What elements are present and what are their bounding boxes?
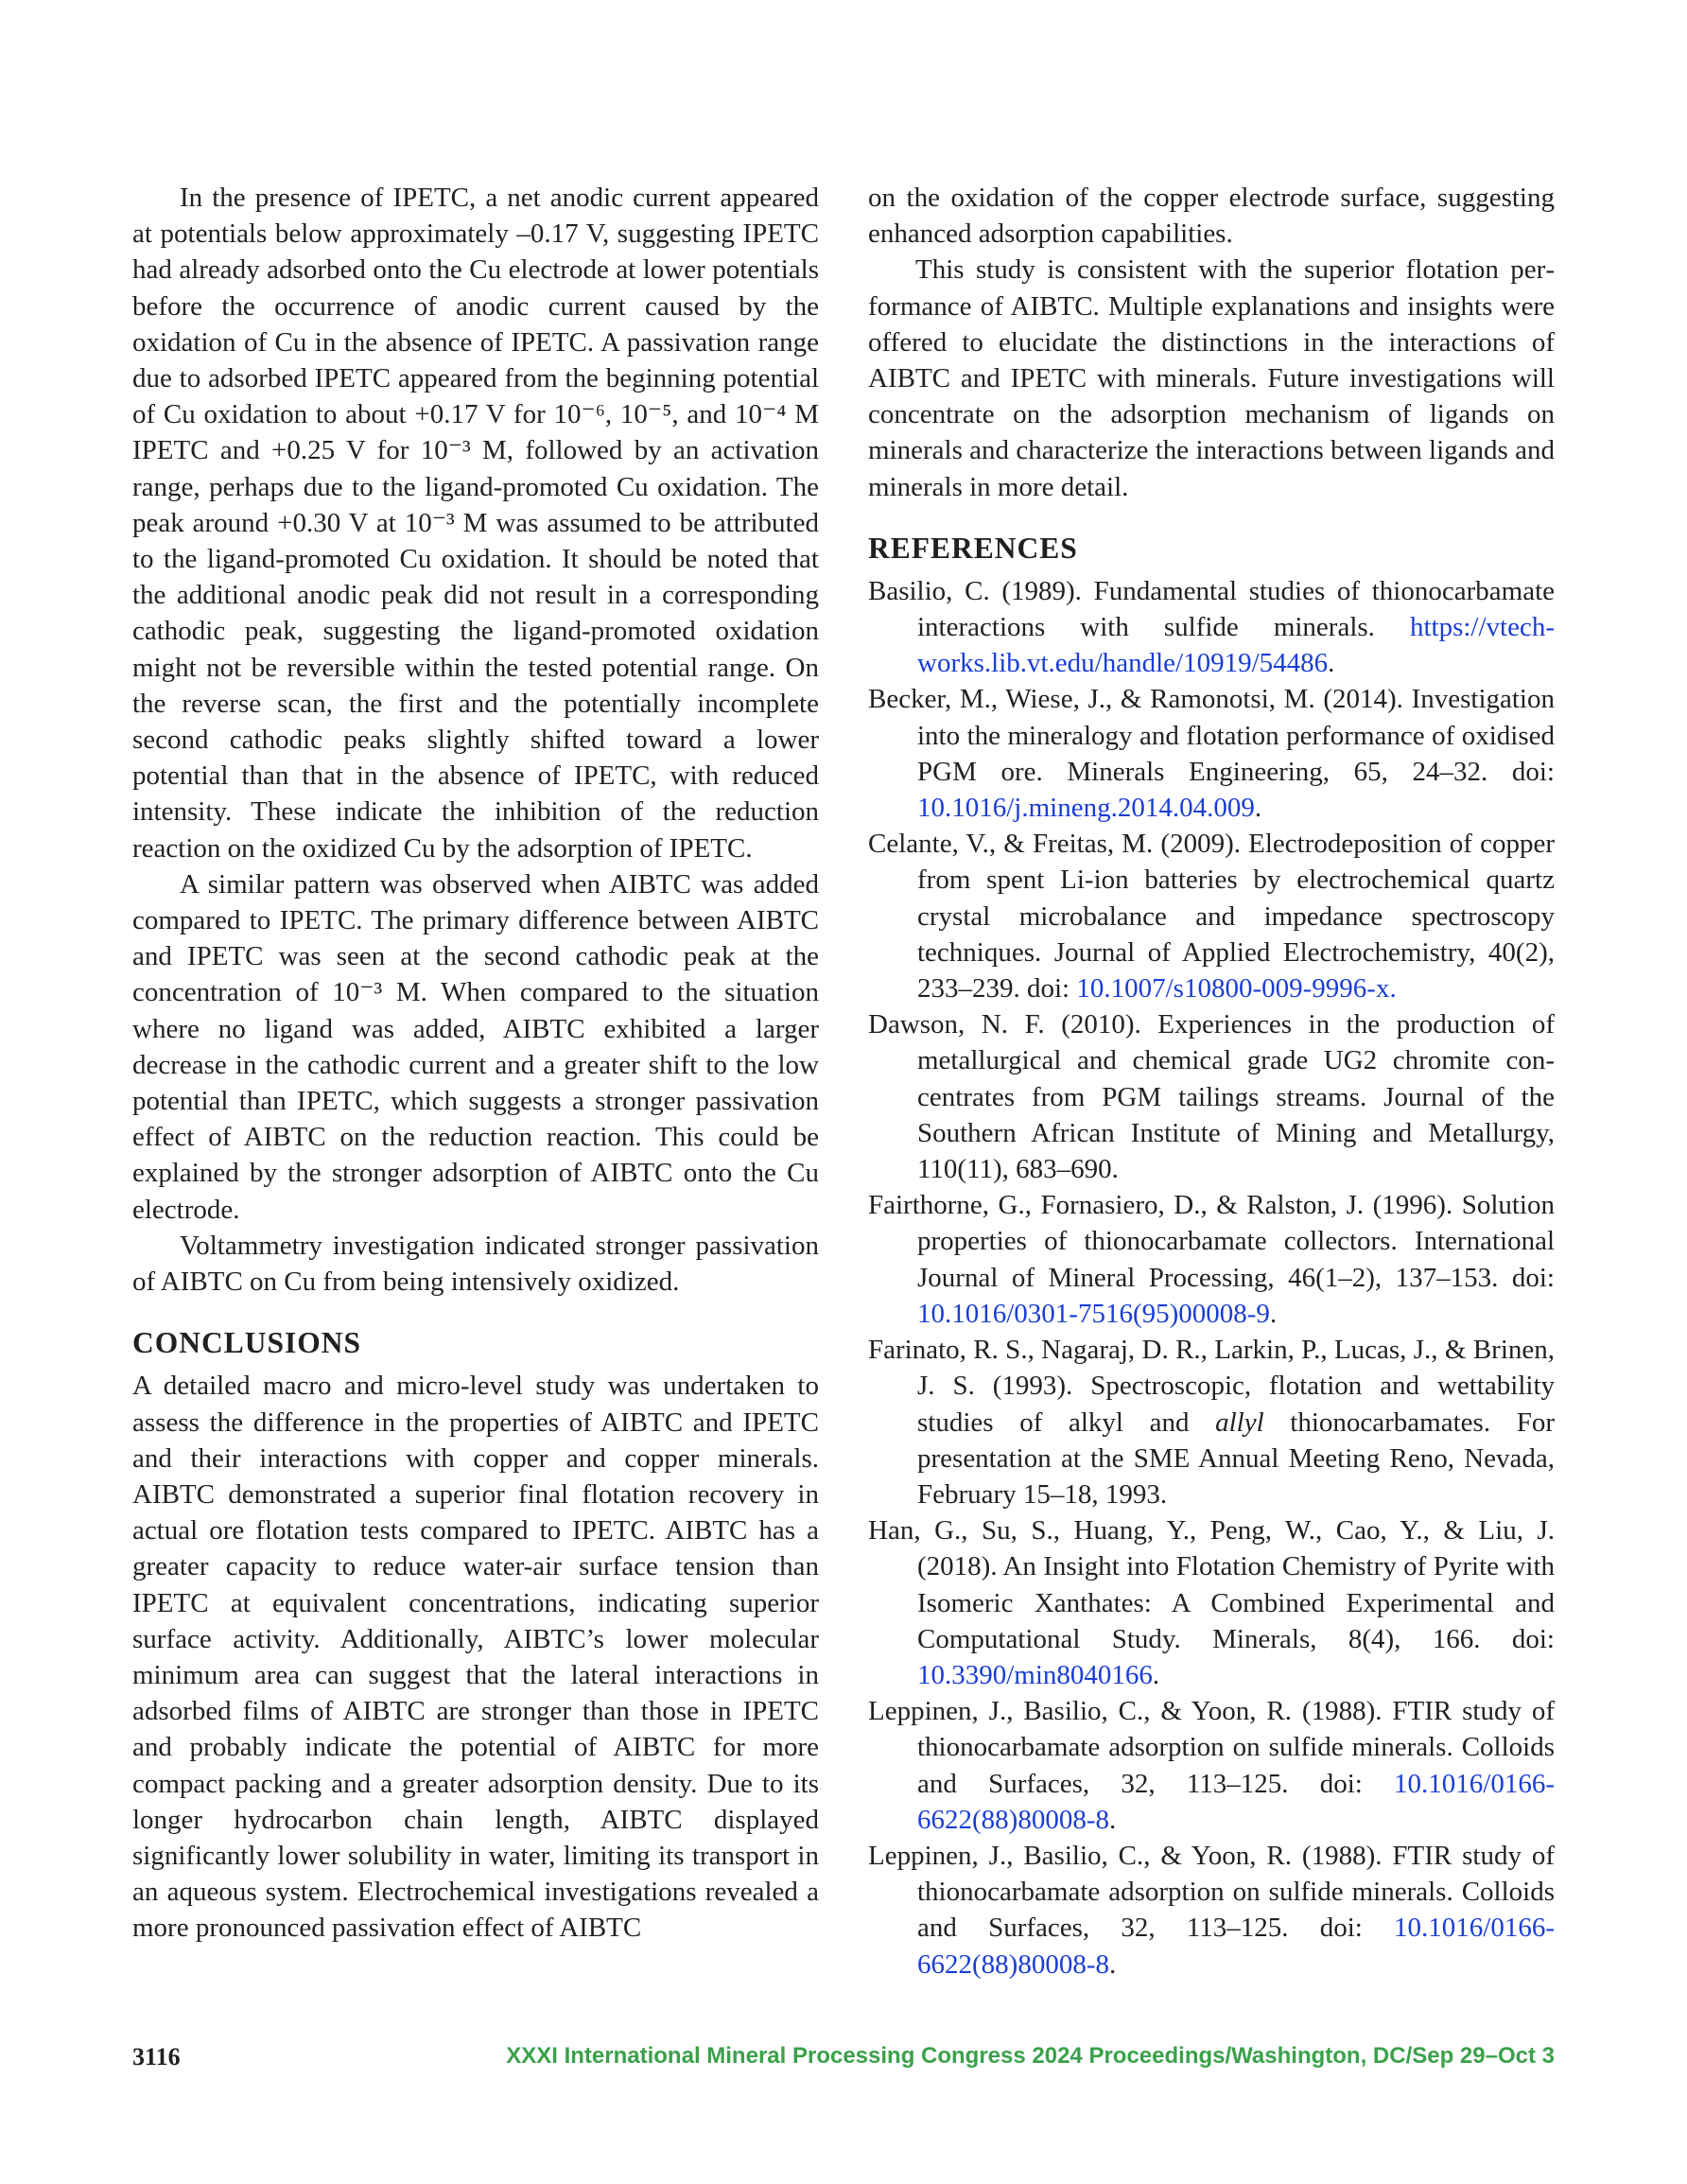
- reference-item: Leppinen, J., Basilio, C., & Yoon, R. (1988). FTIR study of thionocarbamate adsorption on sulfide minerals. Colloids and Surfaces, 32, 113–125. doi: 10.1016/0166-6622(88)80008-8.: [868, 1840, 1555, 1980]
- reference-link[interactable]: 10.1016/0166-6622(88)80008-8: [917, 1768, 1555, 1835]
- body-paragraph: In the presence of IPETC, a net anodic current appeared at potentials below approximately –0.17 V, suggesting IPETC had already adsorbed onto the Cu electrode at lower potentials before the occurrence of anodic current caused by the oxidation of Cu in the absence of IPETC. A passivation range due to adsorbed IPETC appeared from the beginning potential of Cu oxidation to about +0.17 V for 10⁻⁶, 10⁻⁵, and 10⁻⁴ M IPETC and +0.25 V for 10⁻³ M, followed by an activation range, perhaps due to the ligand-promoted Cu oxidation. The peak around +0.30 V at 10⁻³ M was assumed to be attributed to the ligand-promoted Cu oxidation. It should be noted that the additional anodic peak did not result in a corresponding cathodic peak, suggesting the ligand-promoted oxidation might not be reversible within the tested potential range. On the reverse scan, the first and the potentially incomplete second cathodic peaks slightly shifted toward a lower potential than that in the absence of IPETC, with reduced intensity. These indicate the inhibition of the reduction reaction on the oxidized Cu by the adsorption of IPETC.: [132, 183, 819, 864]
- left-column: [132, 180, 819, 1947]
- reference-list: [868, 573, 1555, 1983]
- reference-item: Basilio, C. (1989). Fundamental studies of thionocarbamate interactions with sulfide minerals. https://vtechworks.lib.vt.edu/handle/10919/54486.: [868, 575, 1555, 679]
- reference-item: Leppinen, J., Basilio, C., & Yoon, R. (1988). FTIR study of thionocarbamate adsorption on sulfide minerals. Colloids and Surfaces, 32, 113–125. doi: 10.1016/0166-6622(88)80008-8.: [868, 1696, 1555, 1835]
- reference-item: Farinato, R. S., Nagaraj, D. R., Larkin, P., Lucas, J., & Brinen, J. S. (1993). Spectroscopic, flotation and wettability studies of alkyl and allyl thionocarbamates. For presentation at the SME Annual Meeting Reno, Nevada, February 15–18, 1993.: [868, 1335, 1555, 1510]
- body-paragraph-continued: on the oxidation of the copper electrode surface, suggesting enhanced adsorption capabilities.: [868, 183, 1555, 250]
- right-column: [868, 180, 1555, 1983]
- reference-link[interactable]: 10.1016/0301-7516(95)00008-9: [917, 1298, 1270, 1329]
- reference-item: Fairthorne, G., Fornasiero, D., & Ralston, J. (1996). Solution properties of thionocarbamate collectors. International Journal of Mineral Processing, 46(1–2), 137–153. doi: 10.1016/0301-7516(95)00008-9.: [868, 1190, 1555, 1329]
- body-paragraph: Voltammetry investigation indicated stronger passivation of AIBTC on Cu from being intensively oxidized.: [132, 1230, 819, 1298]
- reference-link[interactable]: 10.1016/0166-6622(88)80008-8: [917, 1913, 1555, 1980]
- reference-link[interactable]: https://vtechworks.lib.vt.edu/handle/10919/54486: [917, 612, 1555, 679]
- reference-item: Han, G., Su, S., Huang, Y., Peng, W., Cao, Y., & Liu, J. (2018). An Insight into Flotation Chemistry of Pyrite with Isomeric Xanthates: A Combined Experimental and Computational Study. Minerals, 8(4), 166. doi: 10.3390/min8040166.: [868, 1515, 1555, 1690]
- page-number: 3116: [132, 2043, 181, 2070]
- reference-item: Becker, M., Wiese, J., & Ramonotsi, M. (2014). Investigation into the mineralogy and flotation performance of oxidised PGM ore. Minerals Engineering, 65, 24–32. doi: 10.1016/j.mineng.2014.04.009.: [868, 684, 1555, 824]
- reference-link[interactable]: 10.3390/min8040166: [917, 1659, 1153, 1690]
- references-heading: REFERENCES: [868, 531, 1078, 565]
- reference-item: Dawson, N. F. (2010). Experiences in the production of metallurgical and chemical grade UG2 chromite concentrates from PGM tailings streams. Journal of the Southern African Institute of Mining and Metallurgy, 110(11), 683–690.: [868, 1009, 1555, 1185]
- journal-running-title: XXXI International Mineral Processing Congress 2024 Proceedings/Washington, DC/Sep 29–Oct 3: [506, 2043, 1555, 2069]
- body-paragraph: This study is consistent with the superior flotation performance of AIBTC. Multiple explanations and insights were offered to elucidate the distinctions in the interactions of AIBTC and IPETC with minerals. Future investigations will concentrate on the adsorption mechanism of ligands on minerals and characterize the interactions between ligands and minerals in more detail.: [868, 254, 1555, 502]
- reference-item: Celante, V., & Freitas, M. (2009). Electrodeposition of copper from spent Li-ion batteries by electrochemical quartz crystal microbalance and impedance spectroscopy techniques. Journal of Applied Electrochemistry, 40(2), 233–239. doi: 10.1007/s10800-009-9996-x.: [868, 829, 1555, 1005]
- body-paragraph: A similar pattern was observed when AIBTC was added compared to IPETC. The primary difference between AIBTC and IPETC was seen at the second cathodic peak at the concentration of 10⁻³ M. When compared to the situation where no ligand was added, AIBTC exhibited a larger decrease in the cathodic current and a greater shift to the low potential than IPETC, which suggests a stronger passivation effect of AIBTC on the reduction reaction. This could be explained by the stronger adsorption of AIBTC onto the Cu electrode.: [132, 868, 819, 1225]
- reference-link[interactable]: 10.1016/j.mineng.2014.04.009: [917, 793, 1255, 824]
- conclusions-paragraph: A detailed macro and micro-level study was undertaken to assess the difference in the properties of AIBTC and IPETC and their interactions with copper and copper minerals. AIBTC demonstrated a superior final flotation recovery in actual ore flotation tests compared to IPETC. AIBTC has a greater capacity to reduce water-air surface tension than IPETC at equivalent concentrations, indicating superior surface activity. Additionally, AIBTC’s lower molecular minimum area can suggest that the lateral interactions in adsorbed films of AIBTC are stronger than those in IPETC and probably indicate the potential of AIBTC for more compact packing and a greater adsorption density. Due to its longer hydrocarbon chain length, AIBTC displayed significantly lower solubility in water, limiting its transport in an aqueous system. Electrochemical investigations revealed a more pronounced passivation effect of AIBTC: [132, 1371, 819, 1944]
- reference-link[interactable]: 10.1007/s10800-009-9996-x.: [1076, 973, 1397, 1005]
- conclusions-heading: CONCLUSIONS: [132, 1326, 362, 1360]
